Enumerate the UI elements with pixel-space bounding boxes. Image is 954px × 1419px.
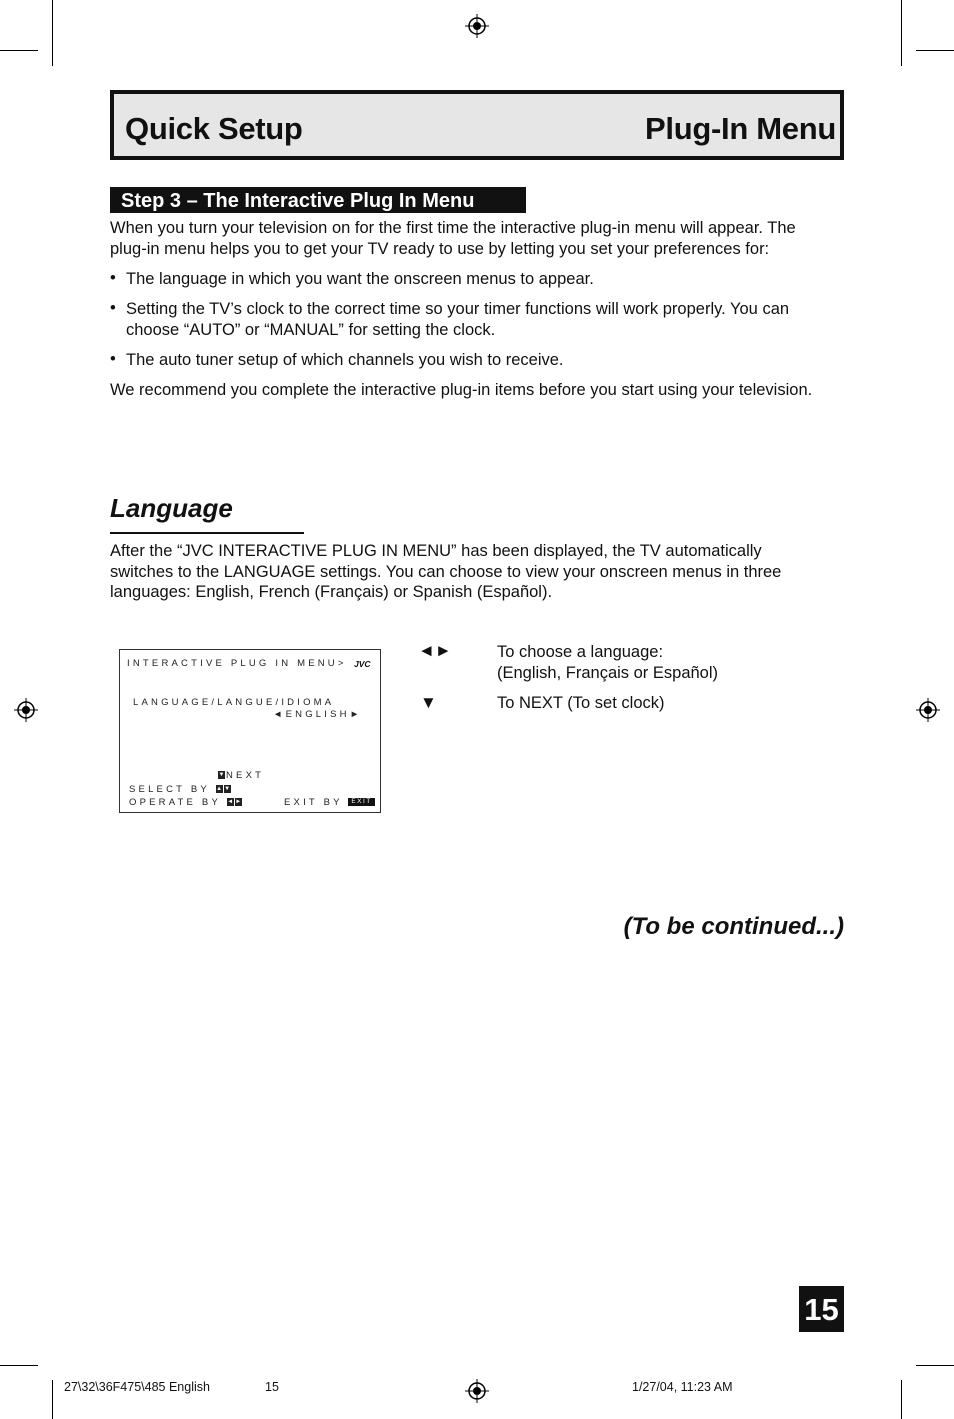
crop-mark [0,50,38,51]
page-number: 15 [799,1286,844,1332]
registration-mark-icon [465,14,489,38]
recommend-text: We recommend you complete the interactive plug-in items before you start using your television. [110,381,813,399]
chevron-right-icon: > [337,658,347,669]
down-key-icon: ▼ [218,772,225,779]
bullet-item: The auto tuner setup of which channels you wish to receive. [126,351,564,369]
tv-setting-label: LANGUAGE/LANGUE/IDIOMA [133,697,335,708]
crop-mark [0,1365,38,1366]
tv-screen-illustration [119,649,381,813]
continued-note: (To be continued...) [623,913,844,940]
crop-mark [916,50,954,51]
intro-line: plug-in menu helps you to get your TV ready to use by letting you set your preferences for: [110,240,770,258]
page-header [110,90,844,160]
crop-mark [901,0,902,66]
tv-select-hint [129,784,232,795]
down-arrow-icon: ▼ [420,693,437,712]
legend-text: (English, Français or Español) [497,664,719,682]
registration-mark-icon [465,1379,489,1403]
crop-mark [52,0,53,66]
tv-operate-text: OPERATE BY [129,797,221,808]
jvc-logo: JVC [354,659,371,669]
language-paragraph-line: switches to the LANGUAGE settings. You can choose to view your onscreen menus in three [110,563,782,581]
language-paragraph-line: languages: English, French (Français) or Spanish (Español). [110,583,553,601]
tv-menu-title-text: INTERACTIVE PLUG IN MENU [127,658,338,669]
header-right-title: Plug-In Menu [645,111,836,146]
bullet-icon: • [110,350,116,368]
left-key-icon: ◄ [227,799,234,806]
bullet-item: The language in which you want the onscreen menus to appear. [126,270,594,288]
down-key-icon: ▼ [224,786,231,793]
tv-setting-value-text: ENGLISH [285,709,350,720]
tv-menu-title [127,658,347,669]
crop-mark [901,1380,902,1419]
footer-file: 27\32\36F475\485 English [64,1380,210,1394]
tv-exit-hint [284,797,375,808]
crop-mark [916,1365,954,1366]
section-underline [110,532,304,534]
bullet-icon: • [110,269,116,287]
tv-setting-value [273,709,362,720]
language-paragraph-line: After the “JVC INTERACTIVE PLUG IN MENU” has been displayed, the TV automatically [110,542,762,560]
legend-text: To choose a language: [497,643,664,661]
right-key-icon: ► [235,799,242,806]
bullet-icon: • [110,299,116,317]
footer-page: 15 [265,1380,279,1394]
bullet-item: Setting the TV’s clock to the correct time so your timer functions will work properly. You can [126,300,790,318]
registration-mark-icon [916,698,940,722]
footer-timestamp: 1/27/04, 11:23 AM [632,1380,733,1394]
legend-text: To NEXT (To set clock) [497,694,665,712]
header-left-title: Quick Setup [125,111,303,146]
left-right-arrows-icon: ◄► [418,641,452,660]
arrow-left-icon: ◄ [273,709,286,720]
exit-key-icon: EXIT [348,798,374,806]
tv-next-text: NEXT [226,770,265,781]
intro-line: When you turn your television on for the first time the interactive plug-in menu will appear. The [110,219,796,237]
tv-next-hint [218,770,264,781]
tv-exit-text: EXIT BY [284,797,343,808]
step-heading: Step 3 – The Interactive Plug In Menu [110,187,526,213]
bullet-item-continued: choose “AUTO” or “MANUAL” for setting the clock. [126,321,496,339]
arrow-right-icon: ► [349,709,363,720]
up-key-icon: ▲ [216,786,223,793]
tv-select-text: SELECT BY [129,784,210,795]
crop-mark [52,1380,53,1419]
registration-mark-icon [14,698,38,722]
tv-operate-hint [129,797,243,808]
section-title-language: Language [110,493,233,523]
